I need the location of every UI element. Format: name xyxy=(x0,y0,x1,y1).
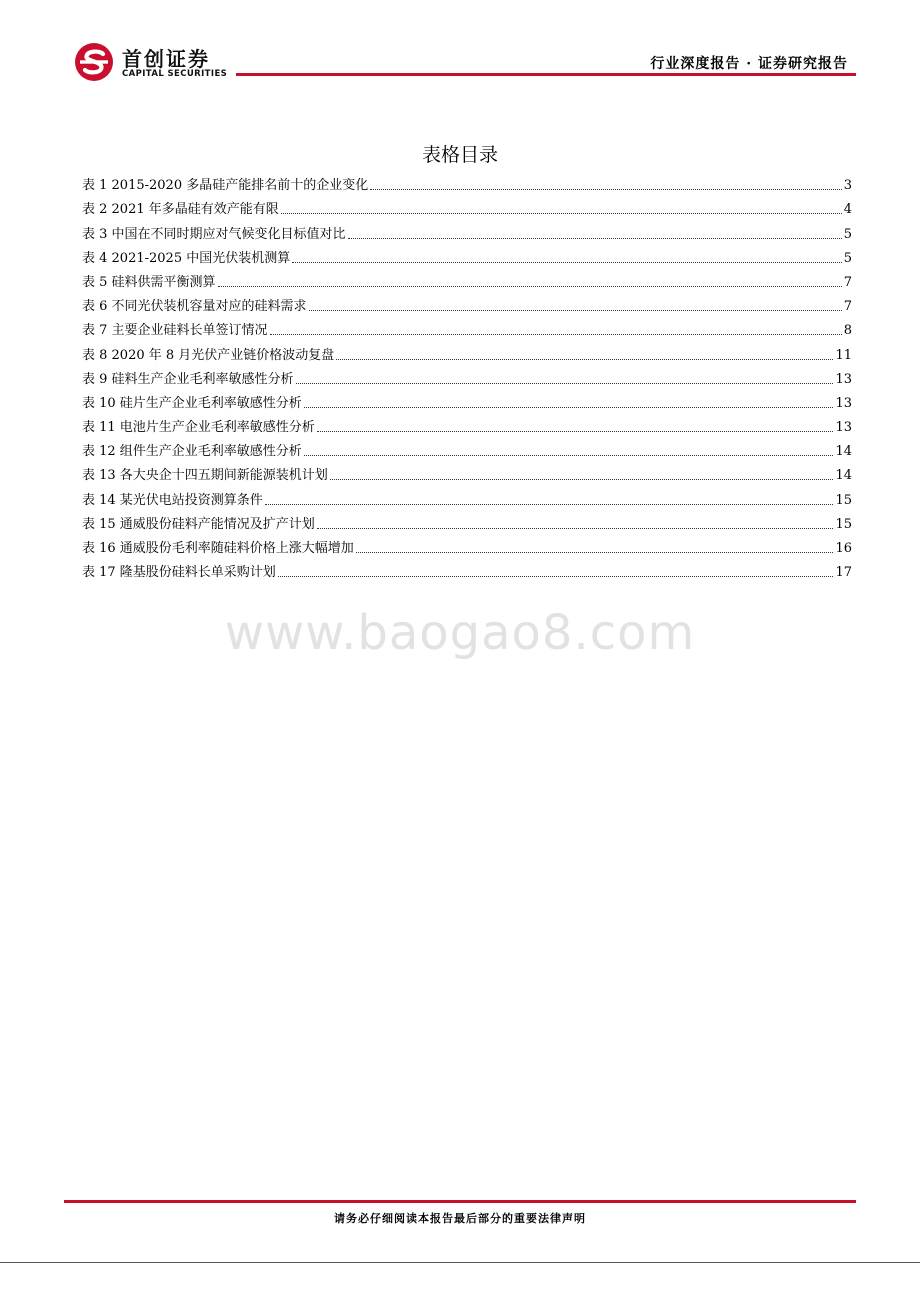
toc-entry[interactable] xyxy=(82,436,852,460)
toc-entry[interactable] xyxy=(82,412,852,436)
toc-entry-page: 14 xyxy=(835,468,852,484)
toc-leader-dots xyxy=(317,528,834,529)
toc-entry-page: 13 xyxy=(835,371,852,387)
toc-entry[interactable] xyxy=(82,388,852,412)
toc-entry-page: 15 xyxy=(835,492,852,508)
toc-entry-label: 表 15 通威股份硅料产能情况及扩产计划 xyxy=(82,516,315,532)
toc-leader-dots xyxy=(317,431,834,432)
toc-entry-page: 11 xyxy=(835,347,852,363)
report-type-title: 行业深度报告 · 证券研究报告 xyxy=(650,56,848,72)
watermark: www.baogao8.com xyxy=(224,605,696,661)
page-header xyxy=(0,0,920,90)
company-logo xyxy=(74,42,244,84)
toc-entry-page: 4 xyxy=(843,202,852,218)
toc-leader-dots xyxy=(278,576,834,577)
legal-notice: 请务必仔细阅读本报告最后部分的重要法律声明 xyxy=(334,1212,586,1225)
toc-entry[interactable] xyxy=(82,509,852,533)
toc-entry-label: 表 7 主要企业硅料长单签订情况 xyxy=(82,323,268,339)
toc-leader-dots xyxy=(330,479,834,480)
toc-entry-page: 16 xyxy=(835,541,852,556)
toc-entry-page: 14 xyxy=(835,444,852,460)
toc-entry-label: 表 6 不同光伏装机容量对应的硅料需求 xyxy=(82,299,307,315)
toc-entry-label: 表 10 硅片生产企业毛利率敏感性分析 xyxy=(82,395,302,411)
toc-entry[interactable] xyxy=(82,170,852,194)
toc-leader-dots xyxy=(270,334,842,335)
toc-entry-label: 表 14 某光伏电站投资测算条件 xyxy=(82,492,263,508)
toc-entry-page: 5 xyxy=(843,226,852,242)
toc-entry-label: 表 5 硅料供需平衡测算 xyxy=(82,274,216,290)
toc-leader-dots xyxy=(281,213,842,214)
logo-english-name: CAPITAL SECURITIES xyxy=(122,69,228,79)
toc-entry[interactable] xyxy=(82,484,852,508)
toc-entry-page: 7 xyxy=(843,299,852,315)
table-of-tables xyxy=(82,170,852,581)
toc-entry[interactable] xyxy=(82,218,852,242)
toc-entry[interactable] xyxy=(82,243,852,267)
toc-entry-label: 表 13 各大央企十四五期间新能源装机计划 xyxy=(82,468,328,484)
toc-entry[interactable] xyxy=(82,364,852,388)
footer-divider xyxy=(64,1200,856,1203)
toc-leader-dots xyxy=(348,238,842,239)
toc-entry-page: 13 xyxy=(835,420,852,436)
toc-entry-label: 表 3 中国在不同时期应对气候变化目标值对比 xyxy=(82,226,346,242)
toc-leader-dots xyxy=(370,189,841,190)
toc-leader-dots xyxy=(265,504,834,505)
logo-chinese-name: 首创证券 xyxy=(122,47,210,71)
toc-entry[interactable] xyxy=(82,315,852,339)
toc-title: 表格目录 xyxy=(421,144,498,166)
toc-entry-page: 5 xyxy=(843,250,852,266)
toc-entry-page: 7 xyxy=(843,274,852,290)
toc-leader-dots xyxy=(218,286,842,287)
toc-entry[interactable] xyxy=(82,460,852,484)
toc-entry-label: 表 11 电池片生产企业毛利率敏感性分析 xyxy=(82,420,315,436)
toc-entry-page: 3 xyxy=(843,178,852,194)
toc-entry[interactable] xyxy=(82,339,852,363)
toc-entry-label: 表 8 2020 年 8 月光伏产业链价格波动复盘 xyxy=(82,347,335,363)
toc-leader-dots xyxy=(309,310,842,311)
toc-entry[interactable] xyxy=(82,557,852,581)
toc-entry-label: 表 2 2021 年多晶硅有效产能有限 xyxy=(82,202,279,218)
toc-leader-dots xyxy=(304,407,834,408)
toc-entry[interactable] xyxy=(82,533,852,557)
toc-entry-page: 8 xyxy=(843,323,852,339)
toc-leader-dots xyxy=(356,552,834,553)
toc-leader-dots xyxy=(336,359,833,360)
toc-entry-label: 表 16 通威股份毛利率随硅料价格上涨大幅增加 xyxy=(82,541,354,556)
toc-entry-label: 表 1 2015-2020 多晶硅产能排名前十的企业变化 xyxy=(82,178,369,194)
toc-entry-label: 表 12 组件生产企业毛利率敏感性分析 xyxy=(82,444,302,460)
toc-leader-dots xyxy=(304,455,834,456)
toc-entry-label: 表 4 2021-2025 中国光伏装机测算 xyxy=(82,250,291,266)
toc-entry-page: 17 xyxy=(835,565,852,581)
header-divider xyxy=(236,73,856,76)
toc-entry-label: 表 9 硅料生产企业毛利率敏感性分析 xyxy=(82,371,294,387)
toc-entry-page: 13 xyxy=(835,395,852,411)
toc-entry-label: 表 17 隆基股份硅料长单采购计划 xyxy=(82,565,276,581)
toc-entry[interactable] xyxy=(82,267,852,291)
capital-securities-logo-icon xyxy=(74,42,114,82)
toc-entry[interactable] xyxy=(82,194,852,218)
toc-leader-dots xyxy=(292,262,841,263)
toc-entry[interactable] xyxy=(82,291,852,315)
toc-leader-dots xyxy=(296,383,834,384)
toc-entry-page: 15 xyxy=(835,516,852,532)
page-edge-line xyxy=(0,1262,920,1263)
